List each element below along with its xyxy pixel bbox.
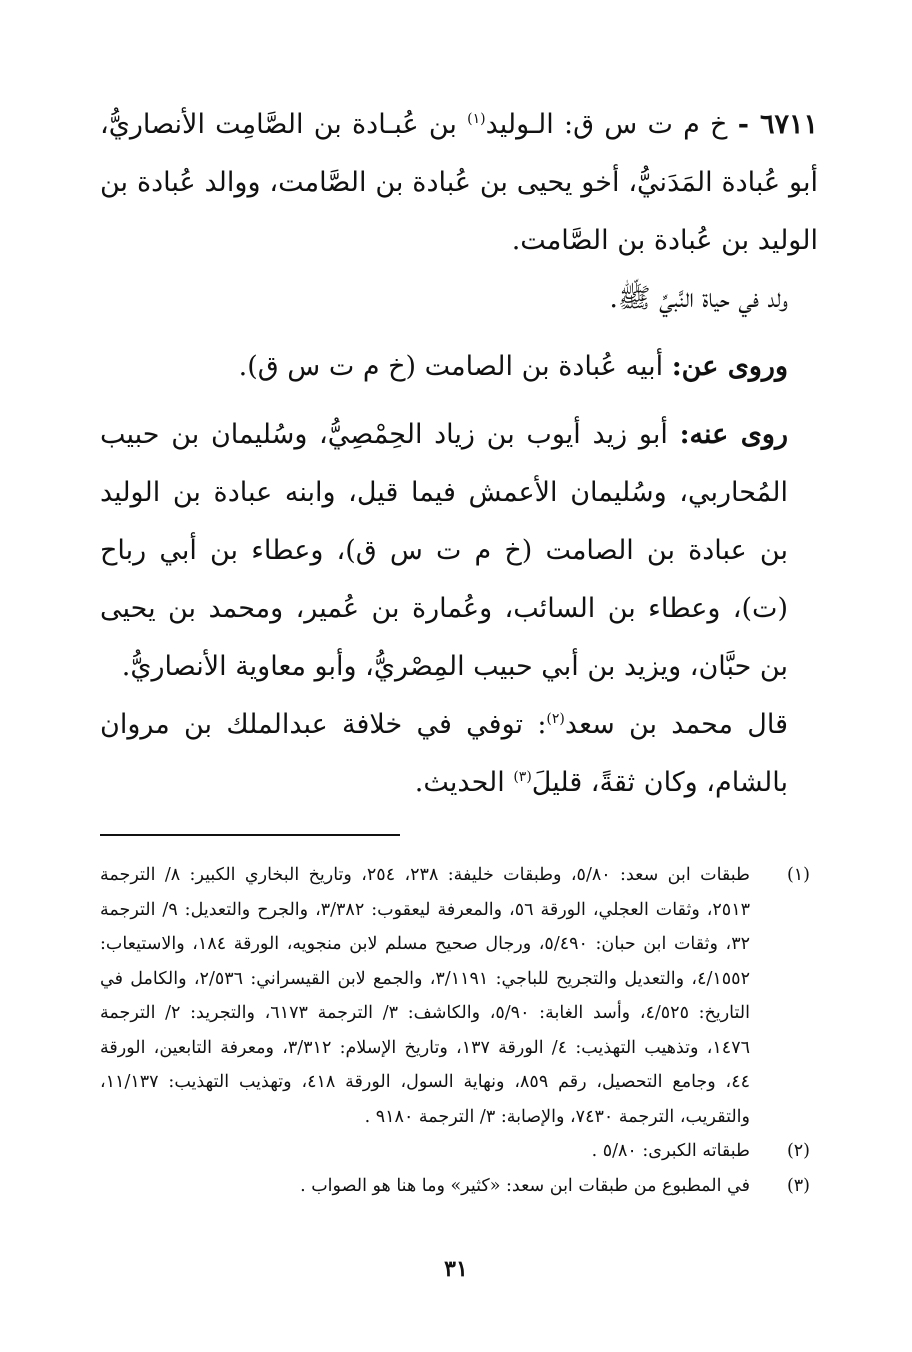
born-line: ولد في حياة النَّبيِّ ﷺ. bbox=[609, 283, 788, 314]
footnote-ref-2[interactable]: (٢) bbox=[546, 711, 565, 727]
ibn-saad-paragraph bbox=[100, 696, 818, 812]
footnotes bbox=[100, 858, 818, 1203]
footnote-text: في المطبوع من طبقات ابن سعد: «كثير» وما هنا هو الصواب . bbox=[300, 1175, 750, 1196]
entry-codes: خ م ت س ق: bbox=[563, 109, 728, 140]
footnote-ref-3[interactable]: (٣) bbox=[513, 769, 532, 785]
footnote-ref-1[interactable]: (١) bbox=[467, 111, 486, 127]
entry-number: ٦٧١١ - bbox=[737, 109, 818, 140]
narrated-from-text: أبيه عُبادة بن الصامت (خ م ت س ق). bbox=[238, 351, 664, 382]
footnote-3 bbox=[100, 1169, 818, 1204]
footnote-number: (٣) bbox=[786, 1175, 810, 1196]
entry-paragraph bbox=[100, 96, 818, 270]
main-text bbox=[100, 96, 818, 812]
narrated-from-paragraph bbox=[100, 338, 818, 396]
footnote-number: (٢) bbox=[786, 1141, 810, 1161]
ibn-saad-text-1: قال محمد بن سعد bbox=[564, 709, 788, 740]
narrated-from-label: وروى عن: bbox=[671, 351, 788, 382]
ibn-saad-text-2: : توفي في خلافة عبدالملك بن مروان بالشام، وكان ثقةً، قليلَ bbox=[100, 709, 788, 798]
footnote-separator bbox=[100, 834, 400, 836]
footnote-text: طبقات ابن سعد: ٥/٨٠، وطبقات خليفة: ٢٣٨، ٢٥٤، وتاريخ البخاري الكبير: ٨/ الترجمة ٢٥١٣، وثقات العجلي، الورقة ٥٦، والمعرفة ليعقوب: ٣/٣٨٢، والجرح والتعديل: ٩/ الترجمة ٣٢، وثقات ابن حبان: ٥/٤٩٠، ورجال صحيح مسلم لابن منجويه، الورقة ١٨٤، والاستيعاب: ٤/١٥٥٢، والتعديل والتجريح للباجي: ٣/١١٩١، والجمع لابن القيسراني: ٢/٥٣٦، والكامل في التاريخ: ٤/٥٢٥، وأسد الغابة: ٥/٩٠، والكاشف: ٣/ الترجمة ٦١٧٣، والتجريد: ٢/ الترجمة ١٤٧٦، وتذهيب التهذيب: ٤/ الورقة ١٣٧، وتاريخ الإسلام: ٣/٣١٢، ومعرفة التابعين، الورقة ٤٤، وجامع التحصيل، رقم ٨٥٩، ونهاية السول، الورقة ٤١٨، وتهذيب التهذيب: ١١/١٣٧، والتقريب، الترجمة ٧٤٣٠، والإصابة: ٣/ الترجمة ٩١٨٠ . bbox=[100, 865, 751, 1127]
page-number: ٣١ bbox=[444, 1256, 468, 1282]
entry-text: بن عُبـادة بن الصَّامِت الأنصاريُّ، أبو عُبادة المَدَنيُّ، أخو يحيى بن عُبادة بن الصَّامت، ووالد عُبادة بن الوليد بن عُبادة بن الصَّامت. bbox=[100, 109, 818, 256]
footnote-1 bbox=[100, 858, 818, 1134]
narrated-by-label: روى عنه: bbox=[679, 419, 788, 450]
narrated-by-text: أبو زيد أيوب بن زياد الحِمْصِيُّ، وسُليمان بن حبيب المُحاربي، وسُليمان الأعمش فيما قيل، وابنه عبادة بن الوليد بن عبادة بن الصامت (خ م ت س ق)، وعطاء بن أبي رباح (ت)، وعطاء بن السائب، وعُمارة بن عُمير، ومحمد بن يحيى بن حبَّان، ويزيد بن أبي حبيب المِصْريُّ، وأبو معاوية الأنصاريُّ. bbox=[100, 419, 788, 682]
footnote-text: طبقاته الكبرى: ٥/٨٠ . bbox=[591, 1141, 750, 1161]
narrated-by-paragraph bbox=[100, 406, 818, 696]
footnote-2 bbox=[100, 1134, 818, 1169]
entry-name: الـوليد bbox=[485, 109, 554, 140]
page-body bbox=[100, 96, 818, 1203]
ibn-saad-text-3: الحديث. bbox=[414, 767, 514, 798]
footnote-rule-wrap bbox=[100, 812, 818, 858]
footnote-number: (١) bbox=[786, 865, 810, 885]
